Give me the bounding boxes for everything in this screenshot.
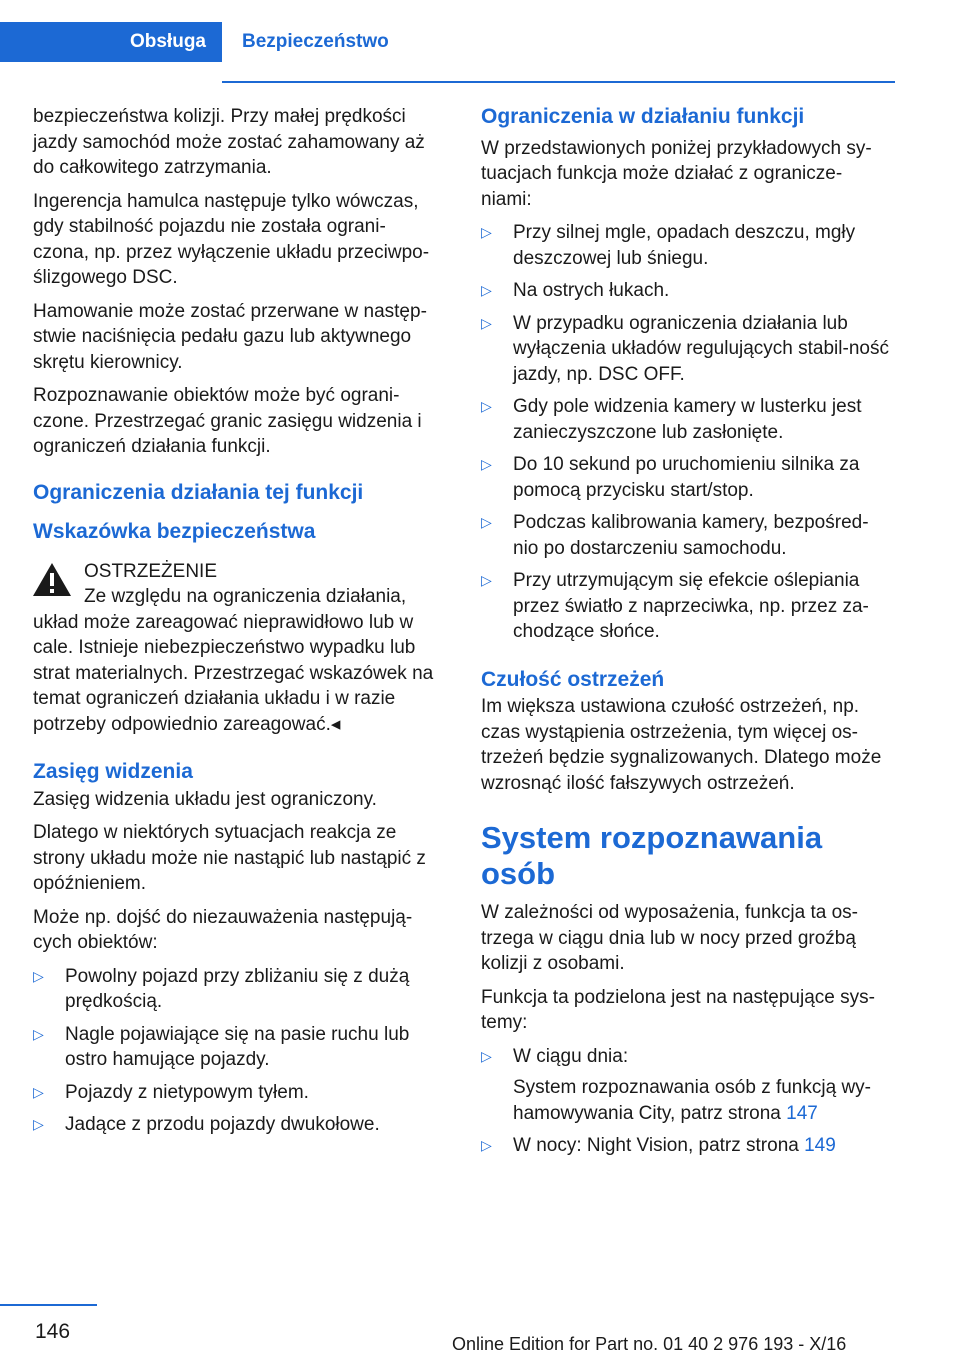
list-item-text: W nocy: Night Vision, patrz strona	[513, 1135, 805, 1156]
list-item	[33, 1112, 441, 1138]
footer-rule	[0, 1304, 97, 1306]
tab-bezpieczenstwo[interactable]: Bezpieczeństwo	[242, 31, 389, 52]
list-item	[481, 220, 891, 271]
page-link-147[interactable]: 147	[786, 1102, 818, 1124]
list-item-text: W ciągu dnia:	[513, 1045, 629, 1067]
paragraph: Rozpoznawanie obiektów może być ograni‐czone. Przestrzegać granic zasięgu widzenia i ograniczeń działania funkcji.	[33, 385, 422, 457]
bullet-arrow-icon: ▷	[33, 967, 44, 984]
list-item	[481, 394, 891, 445]
paragraph: Zasięg widzenia układu jest ograniczony.	[33, 788, 377, 810]
list-item-text: Do 10 sekund po uruchomieniu silnika za pomocą przycisku start/stop.	[513, 454, 860, 501]
chapter-heading-person-recognition: System rozpoznawania osób	[481, 820, 823, 891]
list-item-subtext-content: System rozpoznawania osób z funkcją wy‐hamowywania City, patrz strona	[513, 1077, 871, 1124]
left-column	[33, 104, 441, 1146]
tab-obsluga-label: Obsługa	[129, 31, 206, 52]
tab-obsluga[interactable]	[0, 22, 222, 62]
header-tabs	[0, 22, 895, 62]
list-item	[481, 1044, 891, 1127]
list-item	[481, 1133, 891, 1159]
bullet-arrow-icon: ▷	[481, 398, 492, 414]
list-item-subtext	[513, 1075, 891, 1126]
bullet-arrow-icon: ▷	[33, 1025, 44, 1042]
warning-triangle-icon	[33, 563, 71, 596]
bullet-arrow-icon: ▷	[33, 1083, 44, 1100]
list-item-text: Pojazdy z nietypowym tyłem.	[65, 1081, 309, 1103]
header-rule	[222, 81, 895, 83]
list	[481, 220, 891, 645]
page-link-149[interactable]: 149	[804, 1135, 836, 1156]
warning-box	[33, 559, 441, 738]
list-item-text: Przy silnej mgle, opadach deszczu, mgły deszczowej lub śniegu.	[513, 222, 856, 269]
list-item-text: Podczas kalibrowania kamery, bezpośred‐nio po dostarczeniu samochodu.	[513, 512, 869, 559]
bullet-arrow-icon: ▷	[481, 1137, 492, 1153]
list-item	[481, 452, 891, 503]
paragraph: bezpieczeństwa kolizji. Przy małej prędkości jazdy samochód może zostać zahamowany aż do całkowitego zatrzymania.	[33, 106, 425, 178]
paragraph: Dlatego w niektórych sytuacjach reakcja ze strony układu może nie nastąpić lub nastąpić z opóźnieniem.	[33, 822, 426, 894]
paragraph: Funkcja ta podzielona jest na następujące sys‐temy:	[481, 986, 875, 1033]
list-item-text: Na ostrych łukach.	[513, 280, 670, 301]
list-item	[481, 568, 891, 645]
bullet-arrow-icon: ▷	[481, 224, 492, 240]
bullet-arrow-icon: ▷	[481, 1047, 492, 1064]
list	[33, 964, 441, 1138]
paragraph: Im większa ustawiona czułość ostrzeżeń, np. czas wystąpienia ostrzeżenia, tym więcej os‐trzeżeń będzie sygnalizowanych. Dlatego może wzrosnąć ilość fałszywych ostrzeżeń.	[481, 696, 882, 794]
bullet-arrow-icon: ▷	[481, 282, 492, 298]
list	[481, 1044, 891, 1159]
bullet-arrow-icon: ▷	[481, 456, 492, 472]
list-item	[481, 278, 891, 304]
subheading-sensitivity: Czułość ostrzeżeń	[481, 667, 665, 691]
bullet-arrow-icon: ▷	[33, 1116, 44, 1132]
paragraph: Może np. dojść do niezauważenia następują‐cych obiektów:	[33, 906, 413, 953]
edition-footer: Online Edition for Part no. 01 40 2 976 193 - X/16	[452, 1334, 847, 1354]
paragraph: Ingerencja hamulca następuje tylko wówczas, gdy stabilność pojazdu nie została ograni‐czona, np. przez wyłączenie układu przeciwpo‐ślizgowego DSC.	[33, 190, 430, 288]
list-item-text: Powolny pojazd przy zbliżaniu się z dużą prędkością.	[65, 965, 410, 1012]
right-column	[481, 104, 891, 1167]
list-item-text: Nagle pojawiające się na pasie ruchu lub ostro hamujące pojazdy.	[65, 1023, 410, 1070]
section-heading-limits: Ograniczenia działania tej funkcji	[33, 480, 364, 504]
bullet-arrow-icon: ▷	[481, 572, 492, 588]
paragraph: Hamowanie może zostać przerwane w następ‐stwie naciśnięcia pedału gazu lub aktywnego skrętu kierownicy.	[33, 300, 427, 373]
list-item	[33, 1080, 441, 1106]
subheading-function-limits: Ograniczenia w działaniu funkcji	[481, 105, 805, 128]
paragraph: W przedstawionych poniżej przykładowych sy‐tuacjach funkcja może działać z ogranicze‐niami:	[481, 137, 872, 210]
list-item-text: Gdy pole widzenia kamery w lusterku jest zanieczyszczone lub zasłonięte.	[513, 396, 862, 443]
page-number: 146	[35, 1320, 71, 1343]
list-item	[33, 1022, 441, 1073]
warning-text: Ze względu na ograniczenia działania, układ może zareagować nieprawidłowo lub w cale. Istnieje niebezpieczeństwo wypadku lub strat materialnych. Przestrzegać wskazówek na temat ograniczeń działania układu i w razie potrzeby odpowiednio zareagować.◂	[33, 586, 434, 735]
list-item	[481, 311, 891, 388]
list-item-text: W przypadku ograniczenia działania lub wyłączenia układów regulujących stabil‐ność jazdy, np. DSC OFF.	[513, 312, 889, 385]
bullet-arrow-icon: ▷	[481, 514, 492, 530]
subheading-safety: Wskazówka bezpieczeństwa	[33, 520, 316, 543]
paragraph: W zależności od wyposażenia, funkcja ta os‐trzega w ciągu dnia lub w nocy przed groźbą kolizji z osobami.	[481, 902, 859, 974]
list-item-text: Przy utrzymującym się efekcie oślepiania przez światło z naprzeciwka, np. przez za‐chodzące słońce.	[513, 570, 869, 642]
list-item	[33, 964, 441, 1015]
subheading-range: Zasięg widzenia	[33, 760, 193, 783]
bullet-arrow-icon: ▷	[481, 314, 492, 331]
list-item-text: Jadące z przodu pojazdy dwukołowe.	[65, 1114, 380, 1135]
list-item	[481, 510, 891, 561]
warning-title: OSTRZEŻENIE	[84, 560, 218, 582]
